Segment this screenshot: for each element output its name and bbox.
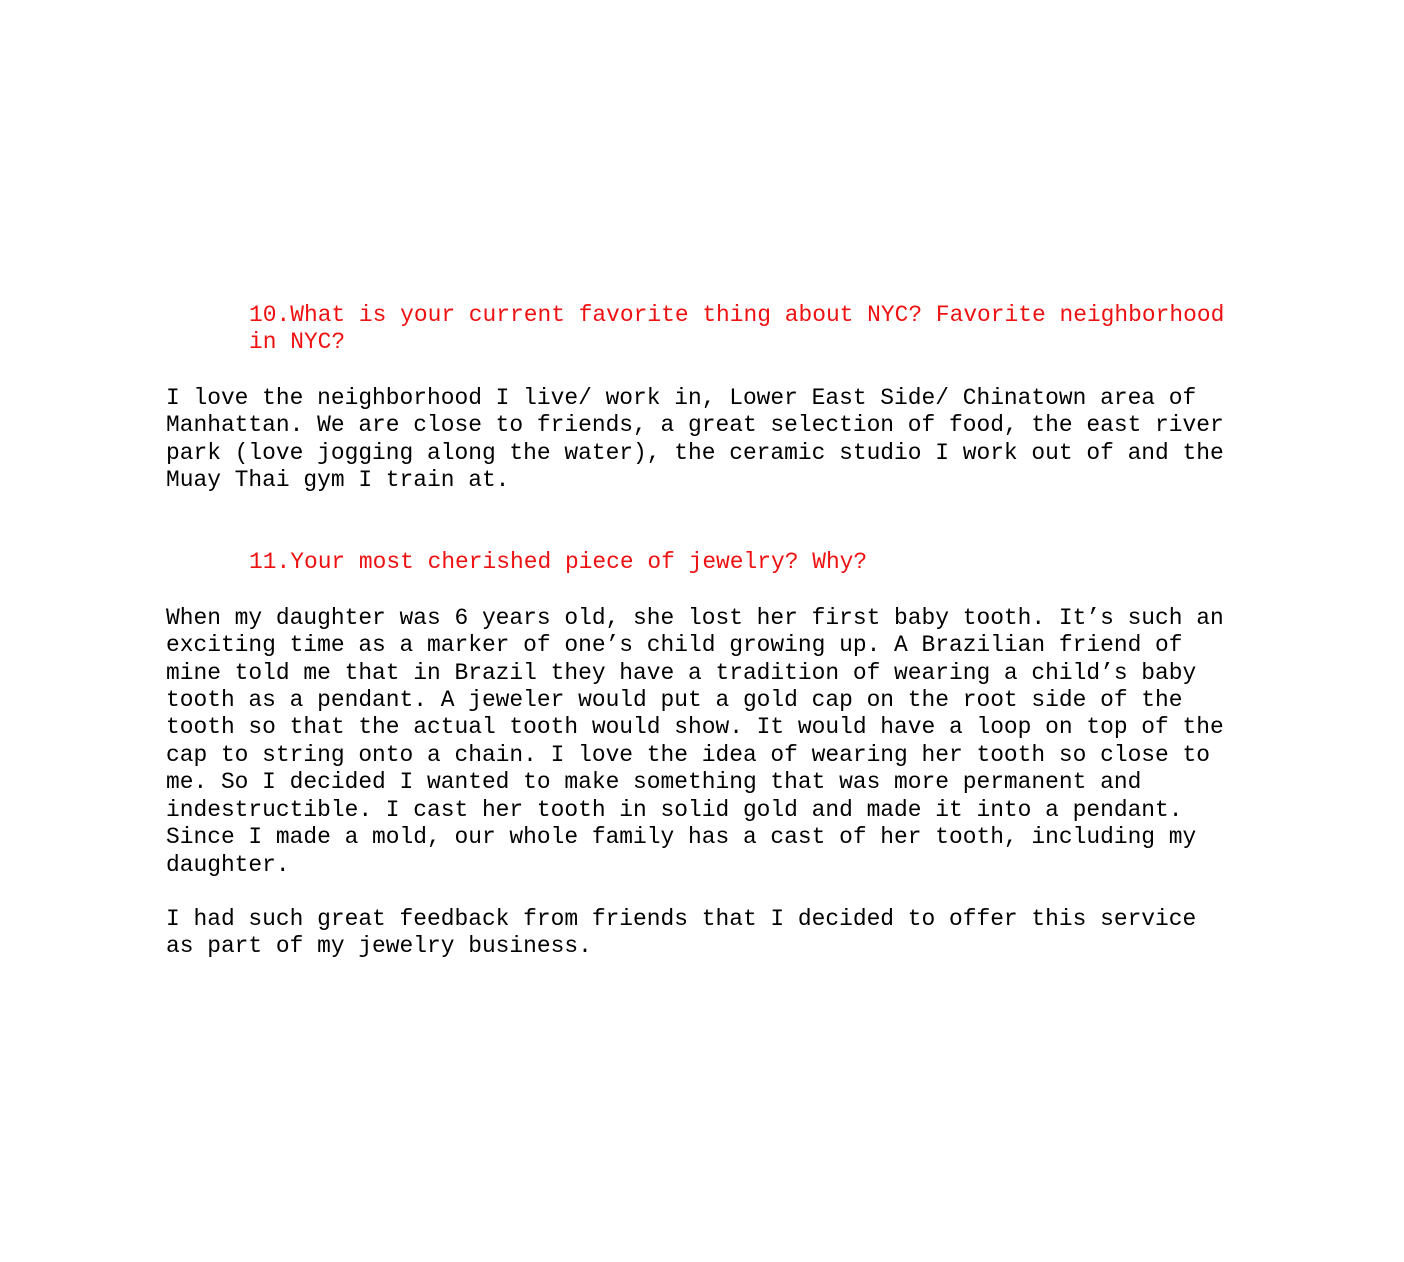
answer-line: I love the neighborhood I live/ work in, Lower East Side/ Chinatown area of xyxy=(166,384,1197,411)
question-line xyxy=(249,302,1246,329)
question-11 xyxy=(166,549,1246,576)
question-number: 11. xyxy=(249,549,291,576)
answer-line: indestructible. I cast her tooth in solid gold and made it into a pendant. xyxy=(166,796,1183,823)
answer-line: exciting time as a marker of one’s child growing up. A Brazilian friend of xyxy=(166,632,1183,659)
answer-10 xyxy=(166,385,1246,495)
question-line xyxy=(249,549,1246,576)
answer-line: tooth as a pendant. A jeweler would put a gold cap on the root side of the xyxy=(166,687,1183,714)
question-line: in NYC? xyxy=(249,329,346,356)
answer-line: Since I made a mold, our whole family has a cast of her tooth, including my xyxy=(166,824,1197,851)
answer-line: park (love jogging along the water), the ceramic studio I work out of and the xyxy=(166,439,1224,466)
answer-line: tooth so that the actual tooth would show. It would have a loop on top of the xyxy=(166,714,1224,741)
answer-line: Manhattan. We are close to friends, a great selection of food, the east river xyxy=(166,412,1224,439)
answer-line: Muay Thai gym I train at. xyxy=(166,467,510,494)
answer-line: When my daughter was 6 years old, she lost her first baby tooth. It’s such an xyxy=(166,604,1224,631)
answer-line: as part of my jewelry business. xyxy=(166,933,592,960)
question-text: What is your current favorite thing about NYC? Favorite neighborhood xyxy=(290,302,1225,328)
answer-line: mine told me that in Brazil they have a tradition of wearing a child’s baby xyxy=(166,659,1197,686)
question-10 xyxy=(166,302,1246,357)
answer-11-paragraph-1 xyxy=(166,605,1246,879)
answer-line: I had such great feedback from friends that I decided to offer this service xyxy=(166,905,1197,932)
answer-line: cap to string onto a chain. I love the idea of wearing her tooth so close to xyxy=(166,741,1210,768)
question-number: 10. xyxy=(249,302,291,328)
question-text: Your most cherished piece of jewelry? Why? xyxy=(290,549,868,576)
answer-11-paragraph-2 xyxy=(166,906,1246,961)
interview-document xyxy=(166,302,1246,961)
answer-line: me. So I decided I wanted to make something that was more permanent and xyxy=(166,769,1142,796)
answer-line: daughter. xyxy=(166,851,290,878)
